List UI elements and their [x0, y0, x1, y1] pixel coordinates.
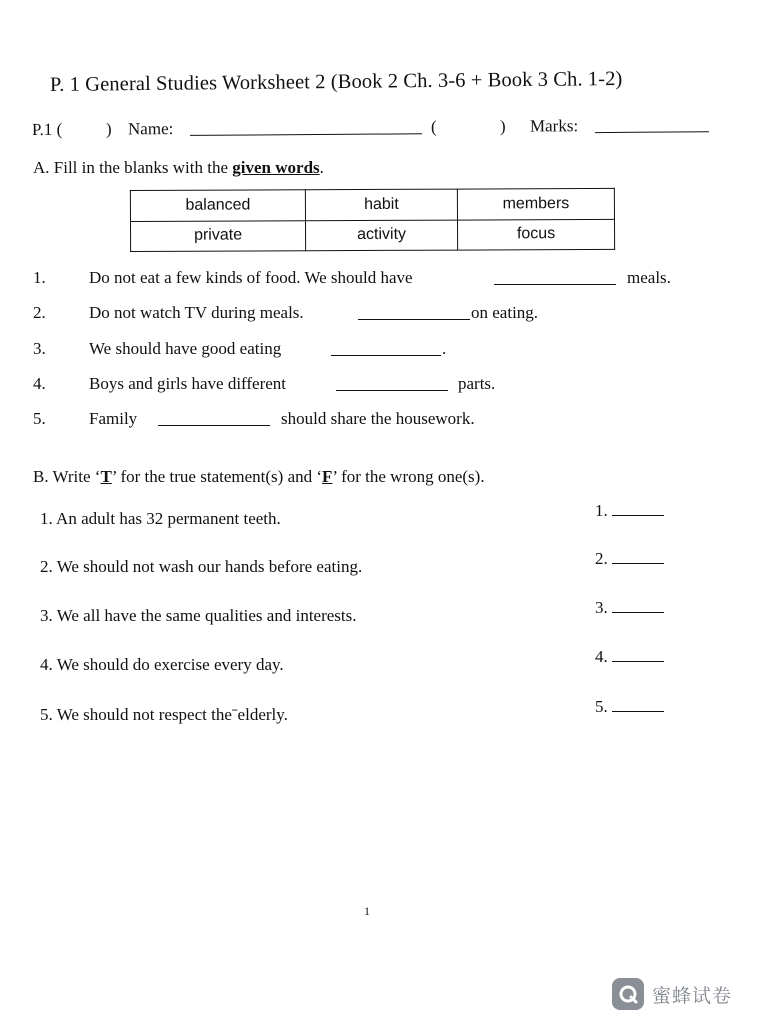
watermark — [612, 976, 752, 1012]
answer-blank[interactable] — [612, 699, 664, 712]
true-false-statement — [40, 549, 690, 581]
question-number: 4. — [33, 374, 46, 393]
seat-paren-open: ( — [430, 117, 437, 137]
section-a-emphasis: given words — [232, 158, 320, 177]
name-label: Name: — [127, 119, 174, 139]
word-bank-cell: members — [457, 188, 614, 219]
word-bank-row — [131, 219, 615, 252]
question-number: 5. — [33, 409, 46, 428]
marks-blank[interactable] — [595, 117, 709, 133]
word-bank-table — [130, 188, 615, 252]
question-text-after: . — [442, 339, 447, 358]
answer-slot — [595, 549, 664, 569]
answer-blank[interactable] — [612, 551, 664, 564]
statement-text: 5. We should not respect theˉelderly. — [40, 705, 288, 724]
statement-text: 1. An adult has 32 permanent teeth. — [40, 509, 281, 528]
fill-blank-question — [33, 339, 713, 363]
class-label: P.1 ( — [31, 119, 63, 139]
answer-blank[interactable] — [612, 649, 664, 662]
section-a-instruction — [33, 158, 324, 178]
section-b-mid: ’ for the true statement(s) and ‘ — [111, 467, 323, 486]
answer-blank[interactable] — [358, 305, 470, 320]
true-letter: T — [100, 467, 112, 486]
class-close: ) — [105, 119, 112, 139]
answer-number: 1. — [595, 501, 608, 520]
answer-blank[interactable] — [612, 503, 664, 516]
question-text-before: Do not eat a few kinds of food. We should have — [89, 268, 413, 287]
statement-text: 3. We all have the same qualities and interests. — [40, 606, 357, 625]
word-bank-cell: activity — [305, 220, 457, 251]
marks-label: Marks: — [529, 116, 579, 136]
word-bank-cell: balanced — [130, 190, 305, 221]
answer-number: 5. — [595, 697, 608, 716]
question-number: 1. — [33, 268, 46, 287]
false-letter: F — [322, 467, 333, 486]
answer-blank[interactable] — [336, 376, 448, 391]
question-text-after: on eating. — [471, 303, 539, 322]
question-text-after: parts. — [458, 374, 496, 393]
statement-text: 4. We should do exercise every day. — [40, 655, 284, 674]
answer-blank[interactable] — [158, 411, 270, 426]
seat-paren-close: ) — [499, 116, 506, 136]
name-blank[interactable] — [190, 119, 422, 136]
answer-slot — [595, 697, 664, 717]
answer-number: 2. — [595, 549, 608, 568]
answer-blank[interactable] — [494, 270, 616, 285]
question-text-before: Family — [89, 409, 138, 428]
answer-blank[interactable] — [331, 341, 441, 356]
answer-slot — [595, 501, 664, 521]
section-b-instruction — [33, 467, 485, 487]
question-text-before: We should have good eating — [89, 339, 282, 358]
question-text-before: Do not watch TV during meals. — [89, 303, 304, 322]
answer-slot — [595, 598, 664, 618]
fill-blank-question — [33, 374, 713, 398]
watermark-text: 蜜蜂试卷 — [652, 984, 733, 1007]
section-a-suffix: . — [319, 158, 324, 177]
fill-blank-question — [33, 268, 713, 292]
student-info-line — [32, 115, 722, 144]
answer-number: 4. — [595, 647, 608, 666]
question-text-before: Boys and girls have different — [89, 374, 287, 393]
fill-blank-question — [33, 409, 713, 433]
question-text-after: should share the housework. — [281, 409, 475, 428]
question-number: 2. — [33, 303, 46, 322]
worksheet-title: P. 1 General Studies Worksheet 2 (Book 2 Ch. 3-6 + Book 3 Ch. 1-2) — [49, 68, 623, 96]
true-false-statement — [40, 647, 690, 679]
true-false-statement — [40, 697, 690, 729]
true-false-statement — [40, 501, 690, 533]
section-b-prefix: B. Write ‘ — [33, 467, 101, 486]
statement-text: 2. We should not wash our hands before eating. — [40, 557, 363, 576]
page-number: 1 — [364, 904, 370, 918]
question-number: 3. — [33, 339, 46, 358]
word-bank-cell: private — [131, 220, 306, 251]
fill-blank-question — [33, 303, 713, 327]
answer-slot — [595, 647, 664, 667]
answer-blank[interactable] — [612, 600, 664, 613]
answer-number: 3. — [595, 598, 608, 617]
section-a-prefix: A. Fill in the blanks with the — [33, 158, 233, 177]
bee-logo-icon — [612, 978, 644, 1010]
section-b-suffix: ’ for the wrong one(s). — [332, 467, 485, 486]
word-bank-cell: focus — [457, 219, 614, 250]
question-text-after: meals. — [627, 268, 671, 287]
true-false-statement — [40, 598, 690, 630]
word-bank-row — [130, 188, 614, 221]
word-bank-cell: habit — [305, 189, 457, 220]
